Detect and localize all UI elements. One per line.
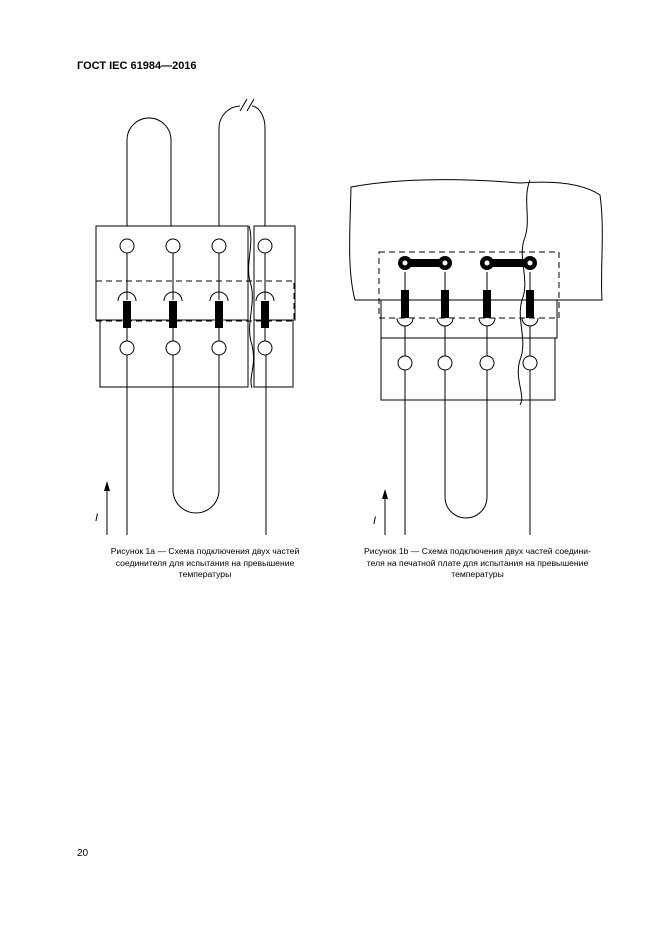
caption-figure-1a bbox=[70, 546, 340, 581]
caption-figure-1b bbox=[335, 546, 620, 581]
caption-line: температуры bbox=[451, 569, 504, 579]
caption-line: Рисунок 1a — Схема подключения двух частей bbox=[110, 546, 300, 556]
caption-line: соединителя для испытания на превышение bbox=[115, 557, 295, 568]
current-label-1a: I bbox=[95, 512, 99, 524]
caption-line: Рисунок 1b — Схема подключения двух частей соедини- bbox=[364, 546, 591, 556]
document-header: ГОСТ IEC 61984—2016 bbox=[77, 60, 197, 72]
bottom-loop-1b bbox=[445, 370, 487, 518]
current-label-1b: I bbox=[373, 515, 377, 527]
lower-housing-1b bbox=[381, 338, 555, 400]
page-number: 20 bbox=[77, 848, 89, 859]
caption-line: теля на печатной плате для испытания на превышение bbox=[366, 557, 589, 568]
caption-line: температуры bbox=[178, 569, 232, 579]
pcb-board-1b bbox=[350, 180, 603, 300]
current-arrow-head-1b bbox=[382, 489, 388, 499]
